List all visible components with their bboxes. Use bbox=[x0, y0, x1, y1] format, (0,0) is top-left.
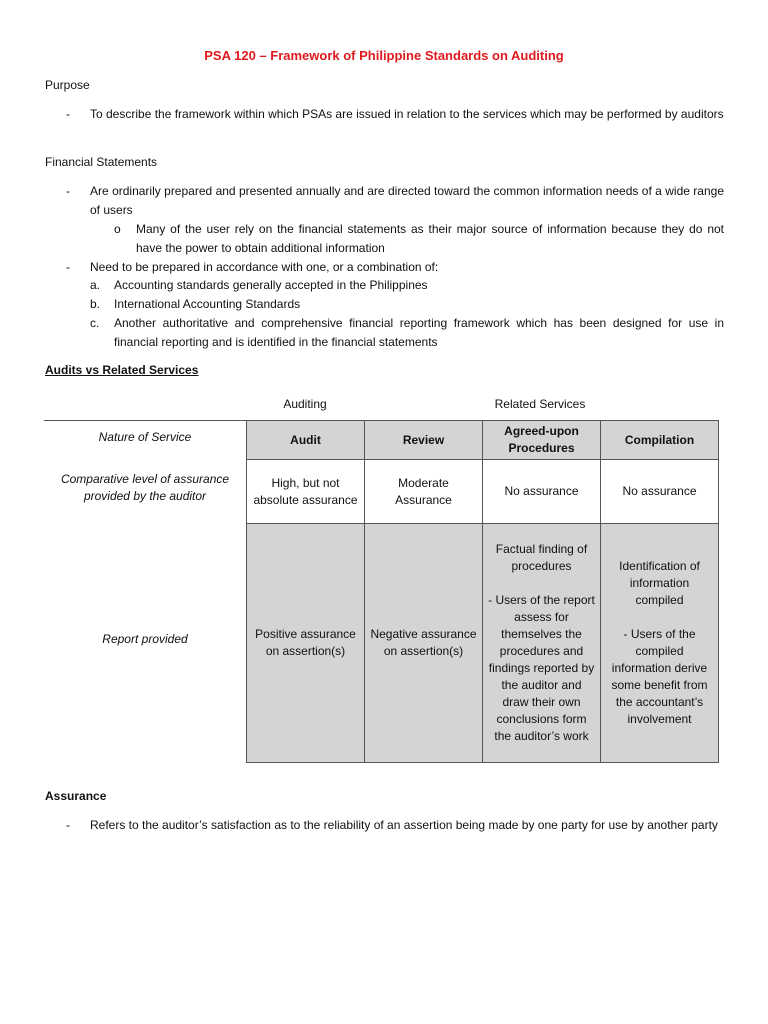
alpha-text: Accounting standards generally accepted in the Philippines bbox=[114, 278, 428, 292]
row-label-assurance: Comparative level of assurance provided by the auditor bbox=[60, 472, 230, 503]
alpha-text: International Accounting Standards bbox=[114, 297, 301, 311]
assurance-heading: Assurance bbox=[45, 789, 107, 803]
cell-report-review: Negative assurance on assertion(s) bbox=[365, 524, 483, 763]
document-title: PSA 120 – Framework of Philippine Standards on Auditing bbox=[204, 48, 564, 63]
alpha-marker: c. bbox=[90, 316, 100, 330]
dash-bullet: - bbox=[66, 107, 70, 121]
report-compilation-line-2: - Users of the compiled information derive some benefit from the accountant’s involvement bbox=[611, 627, 708, 726]
alpha-marker: a. bbox=[90, 278, 101, 292]
fs-sub-bullet-text: Many of the user rely on the financial statements as their major source of information because they do not have the power to obtain additional information bbox=[136, 222, 724, 255]
audits-vs-heading: Audits vs Related Services bbox=[45, 363, 199, 377]
auditing-group-label: Auditing bbox=[283, 397, 327, 411]
table-row bbox=[247, 421, 719, 460]
assurance-text: Refers to the auditor’s satisfaction as to the reliability of an assertion being made by one party for use by another party bbox=[90, 818, 718, 832]
report-agreed-line-1: Factual finding of procedures bbox=[495, 542, 588, 573]
fs-sub-bullet bbox=[114, 220, 724, 257]
purpose-bullet bbox=[66, 105, 724, 124]
fs-alpha-item-b bbox=[90, 295, 724, 314]
dash-bullet: - bbox=[66, 260, 70, 274]
table-row bbox=[247, 460, 719, 524]
table-divider bbox=[44, 420, 246, 421]
dash-bullet: - bbox=[66, 184, 70, 198]
cell-report-agreed bbox=[483, 524, 601, 763]
table-row bbox=[247, 524, 719, 763]
circle-bullet: o bbox=[114, 222, 121, 236]
assurance-bullet bbox=[66, 816, 724, 835]
purpose-text: To describe the framework within which PSAs are issued in relation to the services which may be performed by auditors bbox=[90, 107, 724, 121]
cell-report-audit: Positive assurance on assertion(s) bbox=[247, 524, 365, 763]
dash-bullet: - bbox=[66, 818, 70, 832]
alpha-text: Another authoritative and comprehensive financial reporting framework which has been designed for use in financial reporting and is identified in the financial statements bbox=[114, 316, 724, 349]
alpha-marker: b. bbox=[90, 297, 101, 311]
report-compilation-line-1: Identification of information compiled bbox=[619, 559, 700, 607]
fs-bullet-1 bbox=[66, 182, 724, 219]
row-label-report: Report provided bbox=[102, 632, 188, 646]
col-header-agreed-upon: Agreed-upon Procedures bbox=[483, 421, 601, 460]
services-table bbox=[246, 420, 719, 763]
financial-statements-heading: Financial Statements bbox=[45, 155, 158, 169]
purpose-heading: Purpose bbox=[45, 78, 90, 92]
cell-assurance-audit: High, but not absolute assurance bbox=[247, 460, 365, 524]
row-label-nature: Nature of Service bbox=[98, 430, 192, 444]
related-services-group-label: Related Services bbox=[494, 397, 586, 411]
fs-alpha-item-a bbox=[90, 276, 724, 295]
fs-bullet-1-text: Are ordinarily prepared and presented annually and are directed toward the common information needs of a wide range of users bbox=[90, 184, 724, 217]
fs-bullet-2 bbox=[66, 258, 724, 277]
report-agreed-line-2: - Users of the report assess for themselves the procedures and findings reported by the auditor and draw their own conclusions form the auditor’s work bbox=[488, 593, 595, 743]
col-header-compilation: Compilation bbox=[601, 421, 719, 460]
col-header-review: Review bbox=[365, 421, 483, 460]
col-header-audit: Audit bbox=[247, 421, 365, 460]
fs-alpha-item-c bbox=[90, 314, 724, 351]
cell-report-compilation bbox=[601, 524, 719, 763]
fs-bullet-2-text: Need to be prepared in accordance with one, or a combination of: bbox=[90, 260, 439, 274]
cell-assurance-agreed: No assurance bbox=[483, 460, 601, 524]
cell-assurance-review: Moderate Assurance bbox=[365, 460, 483, 524]
cell-assurance-compilation: No assurance bbox=[601, 460, 719, 524]
